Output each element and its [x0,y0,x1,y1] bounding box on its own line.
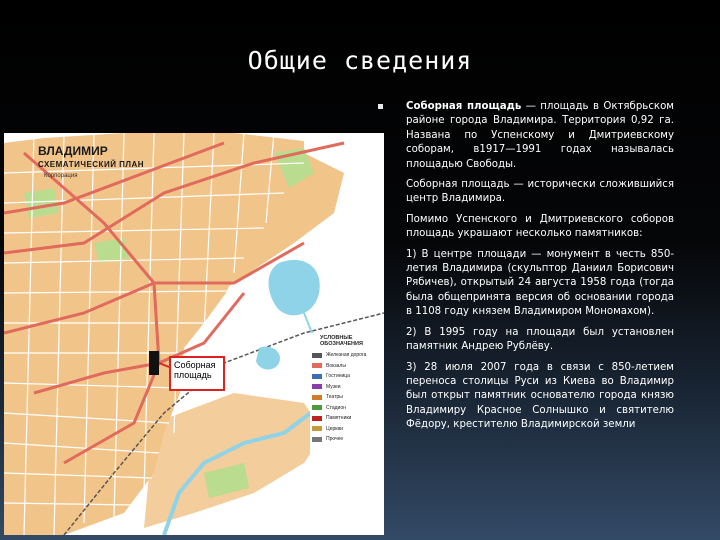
paragraph-4: 1) В центре площади — монумент в честь 850-летия Владимира (скульптор Даниил Борисович Рябичев), открытый 24 августа 1958 года (тогда была общепринята версия об основании города в 1108 году князем Владимиром Мономахом). [406,248,674,318]
paragraph-1-bold: Соборная площадь [406,101,522,112]
callout-line1: Соборная [174,360,216,370]
legend-swatch [312,363,322,368]
legend-swatch [312,395,322,400]
map-lake [256,346,280,369]
map-title [38,145,144,171]
legend-label: Стадион [326,404,346,411]
paragraph-1-rest: — площадь в Октябрьском районе города Владимира. Территория 0,92 га. Названа по Успенскому и Дмитриевскому соборам, в1917—1991 годах называлась площадью Свободы. [406,101,674,170]
legend-item [310,361,384,372]
legend-label: Вокзалы [326,362,346,369]
map-title-line1: ВЛАДИМИР [38,144,108,158]
map-legend [310,333,384,533]
callout-line2: площадь [174,370,212,380]
paragraph-6: 3) 28 июля 2007 года в связи с 850-летием переноса столицы Руси из Киева во Владимир был открыт памятник основателю города князю Владимиру Красное Солнышко и святителю Фёдору, крестителю Владимирской земли [406,361,674,431]
legend-item [310,434,384,445]
legend-item [310,371,384,382]
paragraph-5: 2) В 1995 году на площади был установлен памятник Андрею Рублёву. [406,326,674,353]
map-callout [169,356,225,391]
square-marker [149,351,159,375]
legend-label: Прочее [326,436,344,443]
paragraph-2: Соборная площадь — исторически сложившийся центр Владимира. [406,179,674,205]
legend-item [310,382,384,393]
city-map [4,133,384,535]
content-text [406,100,674,439]
paragraph-1 [406,100,674,172]
legend-item [310,413,384,424]
legend-swatch [312,374,322,379]
map-title-line2: СХЕМАТИЧЕСКИЙ ПЛАН [38,160,145,169]
legend-swatch [312,437,322,442]
paragraph-3: Помимо Успенского и Дмитриевского соборов площадь украшают несколько памятников: [406,213,674,240]
legend-label: Театры [326,394,343,401]
legend-item [310,403,384,414]
legend-label: Памятники [326,415,352,422]
legend-title: УСЛОВНЫЕ ОБОЗНАЧЕНИЯ [320,335,363,347]
legend-swatch [312,353,322,358]
legend-label: Музеи [326,383,341,390]
legend-swatch [312,416,322,421]
map-green-zone [24,188,59,218]
legend-swatch [312,426,322,431]
legend-swatch [312,384,322,389]
legend-item [310,392,384,403]
map-north-label: Корпорация [44,173,78,179]
bullet-icon [378,104,383,109]
legend-swatch [312,405,322,410]
slide-title: Общие сведения [247,46,473,75]
legend-label: Гостиница [326,373,350,380]
legend-label: Церкви [326,425,343,432]
legend-label: Железная дорога [326,352,367,359]
legend-item [310,424,384,435]
legend-item [310,350,384,361]
map-lake [269,260,320,315]
